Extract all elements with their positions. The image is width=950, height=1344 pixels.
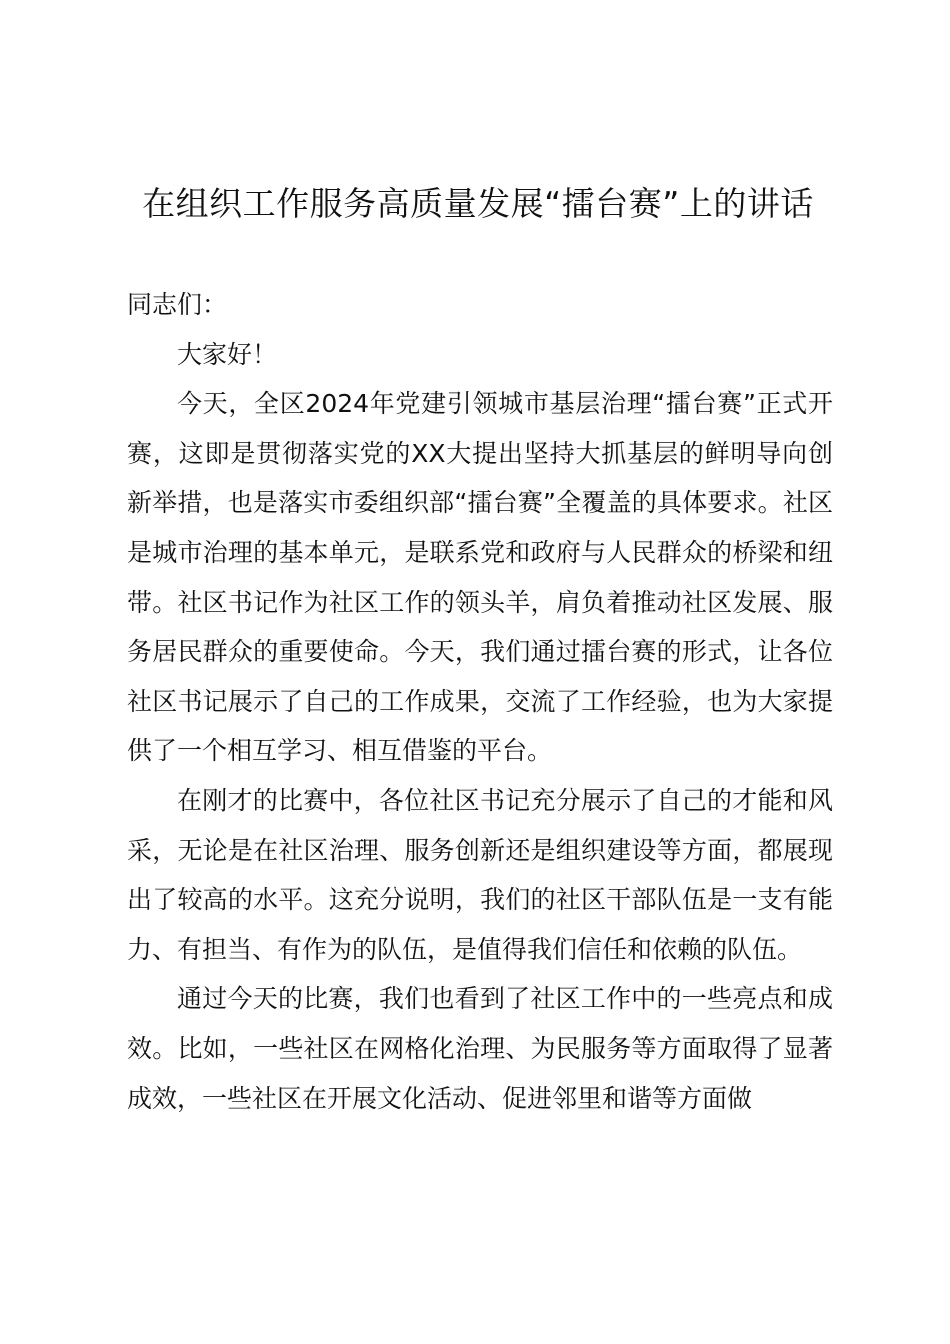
paragraph-opening: 今天，全区2024年党建引领城市基层治理“擂台赛”正式开赛，这即是贯彻落实党的XX大提出坚持大抓基层的鲜明导向创新举措，也是落实市委组织部“擂台赛”全覆盖的具体要求。社区是城市治理的基本单元，是联系党和政府与人民群众的桥梁和纽带。社区书记作为社区工作的领头羊，肩负着推动社区发展、服务居民群众的重要使命。今天，我们通过擂台赛的形式，让各位社区书记展示了自己的工作成果，交流了工作经验，也为大家提供了一个相互学习、相互借鉴的平台。: [127, 389, 833, 766]
paragraph-achievements: 通过今天的比赛，我们也看到了社区工作中的一些亮点和成效。比如，一些社区在网格化治理、为民服务等方面取得了显著成效，一些社区在开展文化活动、促进邻里和谐等方面做: [127, 984, 833, 1113]
salutation: 同志们：: [127, 290, 228, 319]
paragraph-greeting: 大家好！: [177, 339, 278, 369]
document-body: [127, 280, 833, 1123]
paragraph-competition: 在刚才的比赛中，各位社区书记充分展示了自己的才能和风采，无论是在社区治理、服务创新还是组织建设等方面，都展现出了较高的水平。这充分说明，我们的社区干部队伍是一支有能力、有担当、有作为的队伍，是值得我们信任和依赖的队伍。: [127, 785, 833, 964]
document-title: 在组织工作服务高质量发展“擂台赛”上的讲话: [142, 184, 814, 223]
